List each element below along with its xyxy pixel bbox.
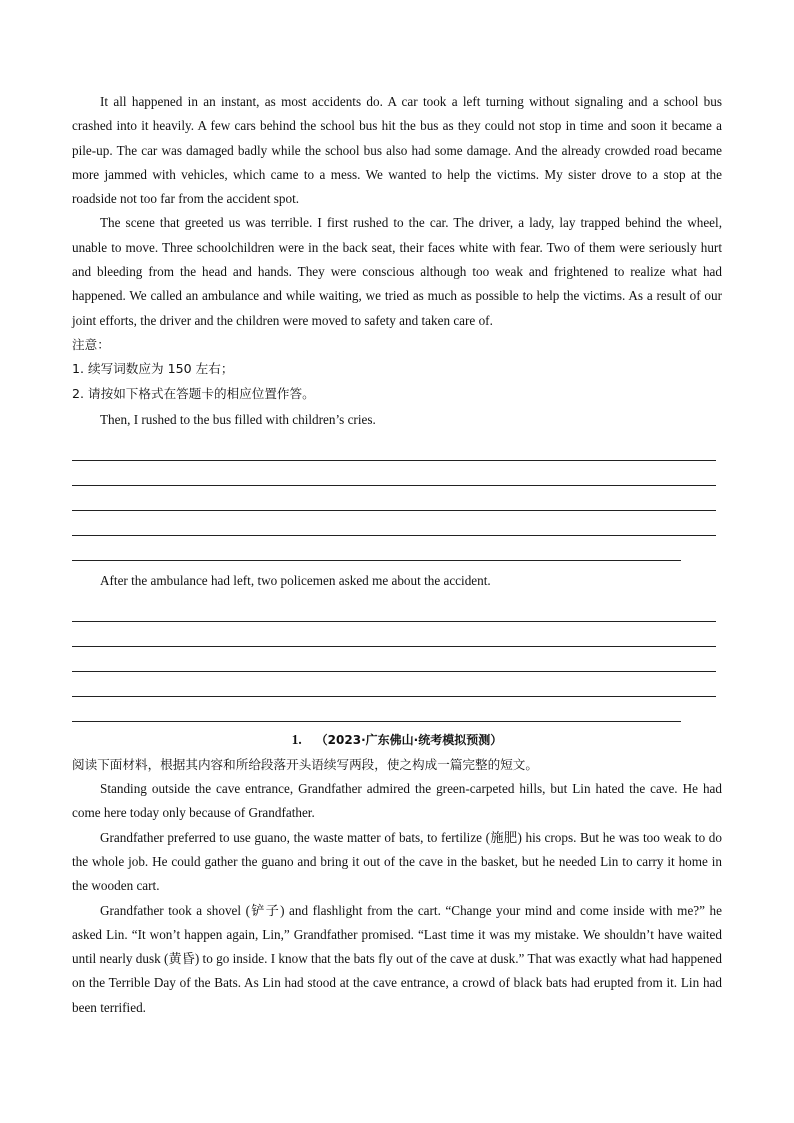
answer-line[interactable] [72,436,716,461]
answer-line[interactable] [72,486,716,511]
notes-title: 注意： [72,336,110,352]
question-instruction: 阅读下面材料，根据其内容和所给段落开头语续写两段，使之构成一篇完整的短文。 [72,756,538,772]
answer-line[interactable] [72,622,716,647]
passage-a-paragraph-1: It all happened in an instant, as most accidents do. A car took a left turning without signaling and a school bus crashed into it heavily. A few cars behind the school bus hit the bus as they could not stop in time and soon it became a pile-up. The car was damaged badly while the school bus also had some damage. And the already crowded road became more jammed with vehicles, which came to a mess. We wanted to help the victims. My sister drove to a stop at the roadside not too far from the accident spot. [72,94,722,207]
answer-line[interactable] [72,536,681,561]
starter-first: Then, I rushed to the bus filled with children’s cries. [100,411,376,427]
notes-item-2: 2. 请按如下格式在答题卡的相应位置作答。 [72,385,315,401]
question-number: 1. [291,732,302,748]
answer-line[interactable] [72,597,716,622]
passage-b-paragraph-2: Grandfather preferred to use guano, the waste matter of bats, to fertilize (施肥) his crops. But he was too weak to do the whole job. He could gather the guano and bring it out of the cave in the basket, but he needed Lin to carry it home in the wooden cart. [72,829,722,894]
notes-item-1: 1. 续写词数应为 150 左右； [72,361,234,377]
passage-b-paragraph-3: Grandfather took a shovel (铲子) and flashlight from the cart. “Change your mind and come inside with me?” he asked Lin. “It won’t happen again, Lin,” Grandfather promised. “Last time it was my mistake. We shouldn’t have waited until nearly dusk (黄昏) to go inside. I know that the bats fly out of the cave at dusk.” That was exactly what had happened on the Terrible Day of the Bats. As Lin had stood at the cave entrance, a crowd of black bats had erupted from it. Lin had been terrified. [72,902,722,1015]
document-page [72,90,722,1020]
starter-second: After the ambulance had left, two policemen asked me about the accident. [100,573,491,589]
answer-line[interactable] [72,672,716,697]
answer-line[interactable] [72,647,716,672]
question-source: （2023·广东佛山·统考模拟预测） [315,733,503,748]
answer-lines-first [72,436,722,561]
passage-a-paragraph-2: The scene that greeted us was terrible. I first rushed to the car. The driver, a lady, lay trapped behind the wheel, unable to move. Three schoolchildren were in the back seat, their faces white with fear. Two of them were seriously hurt and bleeding from the head and hands. They were conscious although too weak and frightened to realize what had happened. We called an ambulance and while waiting, we tried as much as possible to help the victims. As a result of our joint efforts, the driver and the children were moved to safety and taken care of. [72,215,722,328]
answer-line[interactable] [72,697,681,722]
passage-b-paragraph-1: Standing outside the cave entrance, Grandfather admired the green-carpeted hills, but Lin hated the cave. He had come here today only because of Grandfather. [72,781,722,821]
question-header [72,728,722,752]
answer-line[interactable] [72,511,716,536]
answer-line[interactable] [72,461,716,486]
answer-lines-second [72,597,722,722]
